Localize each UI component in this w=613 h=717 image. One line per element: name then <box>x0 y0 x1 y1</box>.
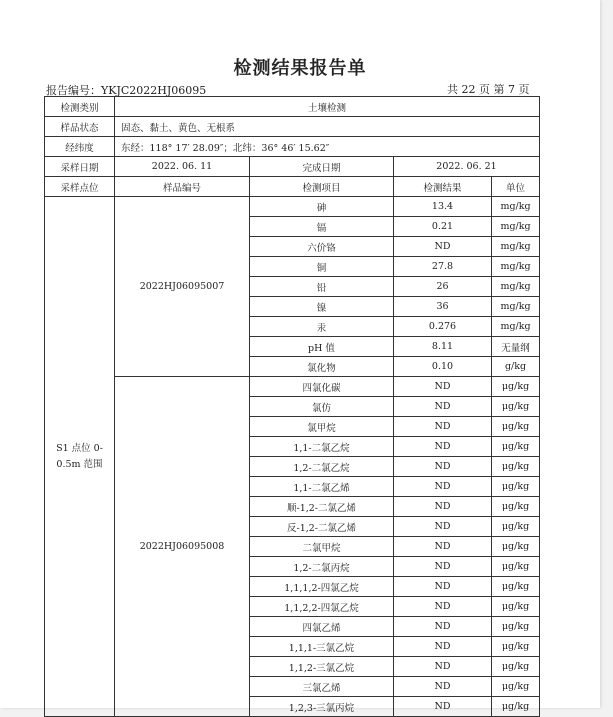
header-row <box>45 177 540 197</box>
result-cell: ND <box>394 617 492 637</box>
header-unit: 单位 <box>492 177 540 197</box>
item-cell: 1,2-二氯乙烷 <box>250 457 394 477</box>
result-cell: 0.21 <box>394 217 492 237</box>
result-cell: ND <box>394 577 492 597</box>
unit-cell: mg/kg <box>492 297 540 317</box>
header-location: 采样点位 <box>45 177 115 197</box>
result-cell: ND <box>394 437 492 457</box>
item-cell: 反-1,2-二氯乙烯 <box>250 517 394 537</box>
coord-value: 东经：118° 17′ 28.09″；北纬：36° 46′ 15.62″ <box>115 137 540 157</box>
result-cell: ND <box>394 697 492 717</box>
result-cell: ND <box>394 457 492 477</box>
item-cell: 1,1,1,2-四氯乙烷 <box>250 577 394 597</box>
result-cell: ND <box>394 237 492 257</box>
finish-date-label: 完成日期 <box>250 157 394 177</box>
item-cell: 氯化物 <box>250 357 394 377</box>
result-row <box>45 197 540 217</box>
category-value: 土壤检测 <box>115 97 540 117</box>
result-cell: ND <box>394 417 492 437</box>
item-cell: 镉 <box>250 217 394 237</box>
unit-cell: mg/kg <box>492 257 540 277</box>
unit-cell: μg/kg <box>492 657 540 677</box>
item-cell: 氯甲烷 <box>250 417 394 437</box>
result-row <box>45 377 540 397</box>
unit-cell: μg/kg <box>492 457 540 477</box>
item-cell: 四氯乙烯 <box>250 617 394 637</box>
item-cell: 六价铬 <box>250 237 394 257</box>
item-cell: 三氯乙烯 <box>250 677 394 697</box>
unit-cell: μg/kg <box>492 577 540 597</box>
result-cell: ND <box>394 517 492 537</box>
item-cell: 二氯甲烷 <box>250 537 394 557</box>
unit-cell: μg/kg <box>492 537 540 557</box>
unit-cell: μg/kg <box>492 437 540 457</box>
result-cell: 27.8 <box>394 257 492 277</box>
unit-cell: mg/kg <box>492 237 540 257</box>
item-cell: 铜 <box>250 257 394 277</box>
result-cell: ND <box>394 497 492 517</box>
result-cell: ND <box>394 557 492 577</box>
unit-cell: μg/kg <box>492 377 540 397</box>
item-cell: 氯仿 <box>250 397 394 417</box>
item-cell: 汞 <box>250 317 394 337</box>
coord-label: 经纬度 <box>45 137 115 157</box>
item-cell: 1,1-二氯乙烯 <box>250 477 394 497</box>
result-cell: 36 <box>394 297 492 317</box>
item-cell: 1,1-二氯乙烷 <box>250 437 394 457</box>
header-sample-id: 样品编号 <box>115 177 250 197</box>
item-cell: pH 值 <box>250 337 394 357</box>
result-cell: 8.11 <box>394 337 492 357</box>
category-label: 检测类别 <box>45 97 115 117</box>
result-cell: 26 <box>394 277 492 297</box>
sample-date-label: 采样日期 <box>45 157 115 177</box>
finish-date-value: 2022. 06. 21 <box>394 157 540 177</box>
page-count: 共 22 页 第 7 页 <box>447 83 530 96</box>
results-table <box>44 96 540 717</box>
unit-cell: μg/kg <box>492 557 540 577</box>
unit-cell: μg/kg <box>492 497 540 517</box>
unit-cell: μg/kg <box>492 417 540 437</box>
result-cell: ND <box>394 597 492 617</box>
item-cell: 1,2-二氯丙烷 <box>250 557 394 577</box>
item-cell: 四氯化碳 <box>250 377 394 397</box>
unit-cell: μg/kg <box>492 477 540 497</box>
unit-cell: mg/kg <box>492 277 540 297</box>
unit-cell: g/kg <box>492 357 540 377</box>
unit-cell: μg/kg <box>492 637 540 657</box>
state-value: 固态、黏土、黄色、无根系 <box>115 117 540 137</box>
header-result: 检测结果 <box>394 177 492 197</box>
item-cell: 顺-1,2-二氯乙烯 <box>250 497 394 517</box>
result-cell: ND <box>394 677 492 697</box>
unit-cell: mg/kg <box>492 197 540 217</box>
unit-cell: μg/kg <box>492 697 540 717</box>
result-cell: ND <box>394 657 492 677</box>
unit-cell: mg/kg <box>492 217 540 237</box>
unit-cell: μg/kg <box>492 677 540 697</box>
unit-cell: 无量纲 <box>492 337 540 357</box>
state-row <box>45 117 540 137</box>
sample-date-value: 2022. 06. 11 <box>115 157 250 177</box>
result-cell: ND <box>394 537 492 557</box>
unit-cell: μg/kg <box>492 617 540 637</box>
sample-id-cell: 2022HJ06095008 <box>115 377 250 717</box>
item-cell: 镍 <box>250 297 394 317</box>
unit-cell: μg/kg <box>492 517 540 537</box>
result-cell: 0.276 <box>394 317 492 337</box>
coord-row <box>45 137 540 157</box>
item-cell: 铅 <box>250 277 394 297</box>
sample-id-cell: 2022HJ06095007 <box>115 197 250 377</box>
result-cell: 0.10 <box>394 357 492 377</box>
header-item: 检测项目 <box>250 177 394 197</box>
report-number: 报告编号：YKJC2022HJ06095 <box>46 84 207 97</box>
item-cell: 1,2,3-三氯丙烷 <box>250 697 394 717</box>
item-cell: 1,1,1-三氯乙烷 <box>250 637 394 657</box>
item-cell: 1,1,2-三氯乙烷 <box>250 657 394 677</box>
result-cell: ND <box>394 377 492 397</box>
state-label: 样品状态 <box>45 117 115 137</box>
unit-cell: mg/kg <box>492 317 540 337</box>
unit-cell: μg/kg <box>492 397 540 417</box>
result-cell: 13.4 <box>394 197 492 217</box>
result-cell: ND <box>394 637 492 657</box>
location-cell: S1 点位 0-0.5m 范围 <box>45 197 115 717</box>
category-row <box>45 97 540 117</box>
unit-cell: μg/kg <box>492 597 540 617</box>
report-title: 检测结果报告单 <box>233 58 367 79</box>
date-row <box>45 157 540 177</box>
result-cell: ND <box>394 397 492 417</box>
item-cell: 1,1,2,2-四氯乙烷 <box>250 597 394 617</box>
item-cell: 砷 <box>250 197 394 217</box>
result-cell: ND <box>394 477 492 497</box>
